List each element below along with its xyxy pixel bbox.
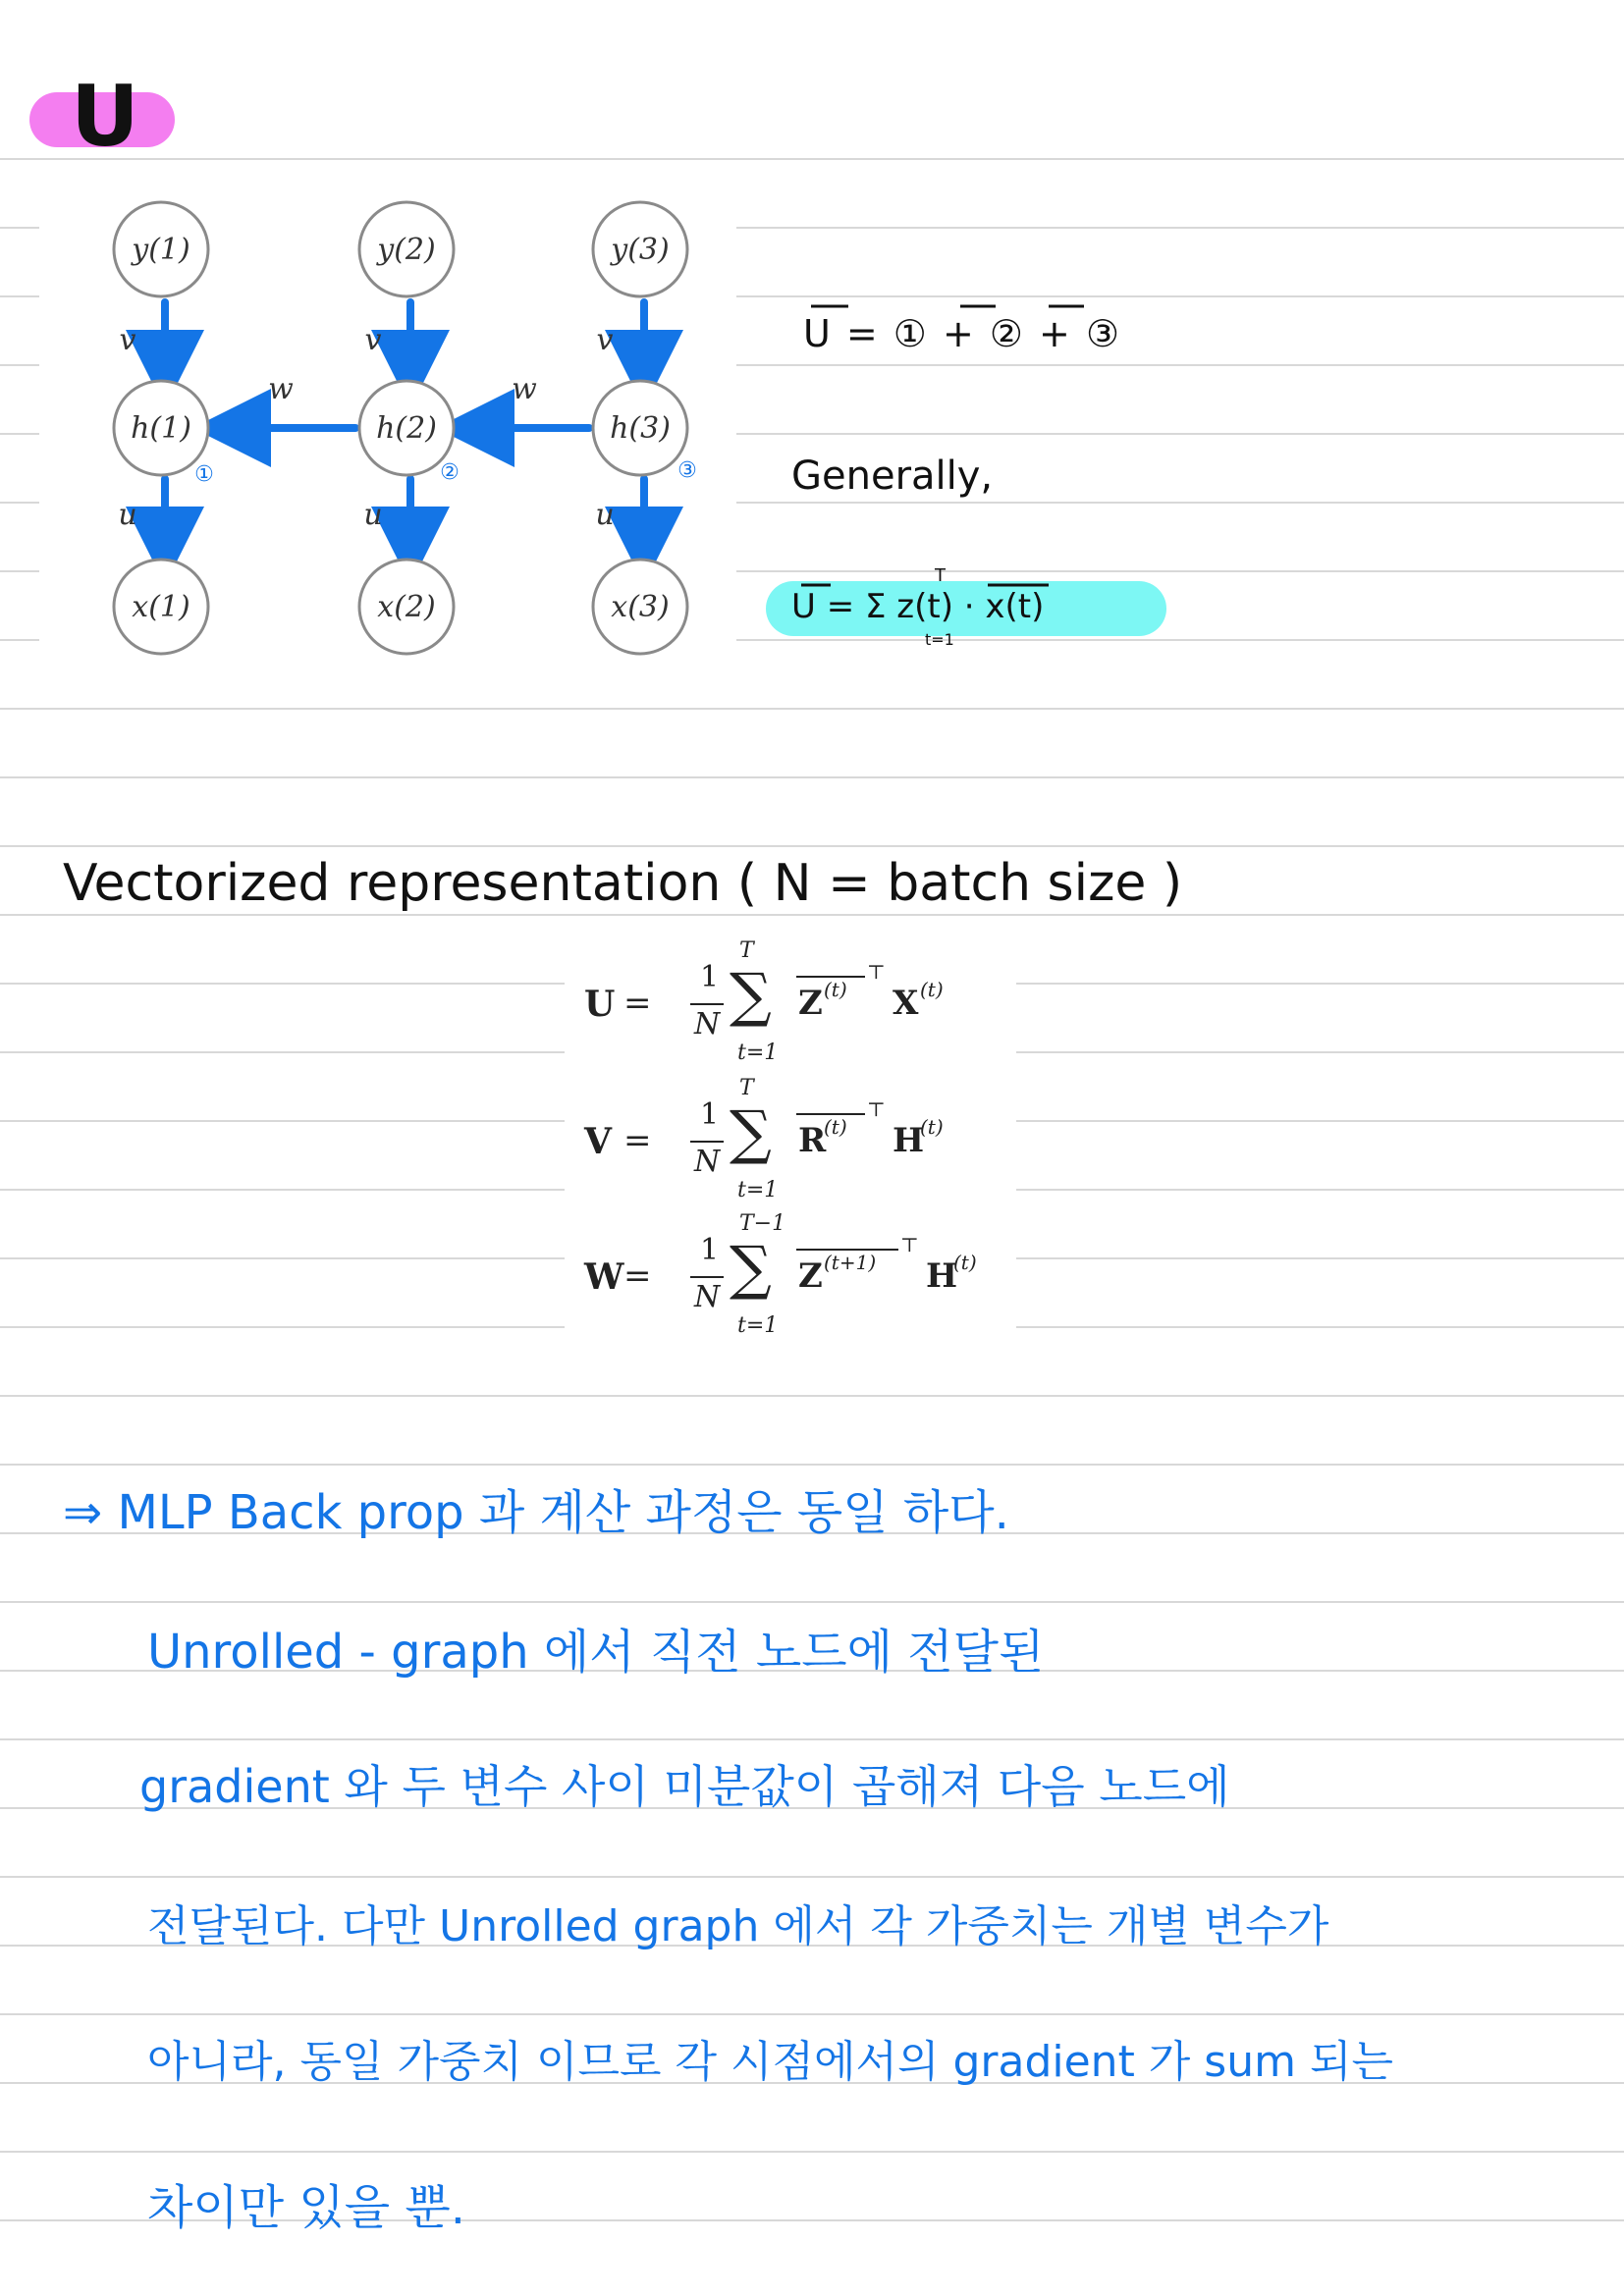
eq-frac-num: 1 xyxy=(700,960,720,994)
note-line-4: 전달된다. 다만 Unrolled graph 에서 각 가중치는 개별 변수가 xyxy=(147,1901,1329,1951)
eq-term2: X xyxy=(893,984,919,1023)
equation-row xyxy=(565,938,1016,1070)
eq-term2-sup: (t) xyxy=(953,1251,977,1274)
overline xyxy=(796,1113,865,1115)
page-title: U xyxy=(71,68,139,166)
eq-sum-bottom: t=1 xyxy=(737,1178,779,1202)
edge-v1-label: v xyxy=(119,323,136,357)
note-line-2: Unrolled - graph 에서 직전 노드에 전달된 xyxy=(147,1625,1045,1680)
equals-sign: = xyxy=(623,984,652,1023)
eq-frac-num: 1 xyxy=(700,1233,720,1267)
node-y1-label: y(1) xyxy=(132,233,190,267)
eq-sum-top: T xyxy=(739,938,754,963)
node-x1-label: x(1) xyxy=(132,590,190,624)
eq-frac-den: N xyxy=(694,1280,721,1314)
note-line-6: 차이만 있을 뿐. xyxy=(147,2180,465,2235)
marker-3: ③ xyxy=(677,458,697,483)
fraction-bar xyxy=(690,1003,724,1005)
transpose-symbol: ⊤ xyxy=(867,1097,886,1121)
edge-v3-label: v xyxy=(596,323,614,357)
eq-term1-sup: (t) xyxy=(824,1115,847,1139)
eq-term2: H xyxy=(893,1121,925,1160)
note-line-5: 아니라, 동일 가중치 이므로 각 시점에서의 gradient 가 sum 되는 xyxy=(147,2037,1393,2087)
eq-sum-top: T−1 xyxy=(739,1211,786,1236)
marker-2: ② xyxy=(440,460,460,485)
overbars-sum-line xyxy=(803,300,1216,320)
eq-lhs: W xyxy=(584,1256,624,1298)
eq-sum-bottom: t=1 xyxy=(737,1041,779,1065)
eq-frac-den: N xyxy=(694,1145,721,1179)
edge-u2-label: u xyxy=(363,498,383,532)
edge-w2-label: w xyxy=(512,372,537,406)
eq-lhs: V xyxy=(584,1121,612,1162)
rnn-unrolled-diagram xyxy=(39,187,736,707)
generally-label: Generally, xyxy=(791,454,994,499)
vectorized-equations xyxy=(565,938,1016,1355)
eq-sum-bottom: t=1 xyxy=(737,1313,779,1338)
eq-term1: R xyxy=(798,1121,827,1160)
eq-term2: H xyxy=(926,1256,958,1296)
general-formula: U = Σ z(t) · x(t) xyxy=(791,587,1045,626)
eq-sum-top: T xyxy=(739,1076,754,1100)
eq-lhs: U xyxy=(584,984,616,1025)
transpose-symbol: ⊤ xyxy=(867,960,886,984)
equation-row xyxy=(565,1211,1016,1343)
sigma-symbol: ∑ xyxy=(730,1098,772,1167)
node-y3-label: y(3) xyxy=(611,233,670,267)
fraction-bar xyxy=(690,1276,724,1278)
sigma-symbol: ∑ xyxy=(730,1234,772,1303)
node-h1-label: h(1) xyxy=(131,411,191,446)
node-h2-label: h(2) xyxy=(376,411,437,446)
sum-line: U = ① + ② + ③ xyxy=(803,312,1122,355)
eq-frac-num: 1 xyxy=(700,1097,720,1132)
overbars-general xyxy=(791,579,1106,593)
eq-term2-sup: (t) xyxy=(920,978,944,1001)
general-sum-bottom: t=1 xyxy=(925,630,954,649)
equals-sign: = xyxy=(623,1256,652,1296)
eq-term2-sup: (t) xyxy=(920,1115,944,1139)
node-y2-label: y(2) xyxy=(377,233,436,267)
general-sum-top: T xyxy=(935,565,946,586)
transpose-symbol: ⊤ xyxy=(900,1233,919,1256)
edge-u3-label: u xyxy=(595,498,615,532)
node-x2-label: x(2) xyxy=(377,590,436,624)
overline xyxy=(796,1249,898,1251)
eq-frac-den: N xyxy=(694,1007,721,1041)
edge-v2-label: v xyxy=(364,323,382,357)
equation-row xyxy=(565,1076,1016,1207)
edge-u1-label: u xyxy=(118,498,137,532)
eq-term1-sup: (t+1) xyxy=(824,1251,877,1274)
fraction-bar xyxy=(690,1141,724,1143)
overline xyxy=(796,976,865,978)
node-h3-label: h(3) xyxy=(610,411,671,446)
eq-term1-sup: (t) xyxy=(824,978,847,1001)
edge-w1-label: w xyxy=(268,372,294,406)
equals-sign: = xyxy=(623,1121,652,1160)
eq-term1: Z xyxy=(798,984,823,1023)
note-line-3: gradient 와 두 변수 사이 미분값이 곱해져 다음 노드에 xyxy=(139,1760,1230,1813)
node-x3-label: x(3) xyxy=(611,590,670,624)
eq-term1: Z xyxy=(798,1256,823,1296)
sigma-symbol: ∑ xyxy=(730,961,772,1030)
marker-1: ① xyxy=(194,462,214,487)
section-heading: Vectorized representation ( N = batch size ) xyxy=(63,854,1183,913)
note-line-1: ⇒ MLP Back prop 과 계산 과정은 동일 하다. xyxy=(63,1485,1009,1540)
